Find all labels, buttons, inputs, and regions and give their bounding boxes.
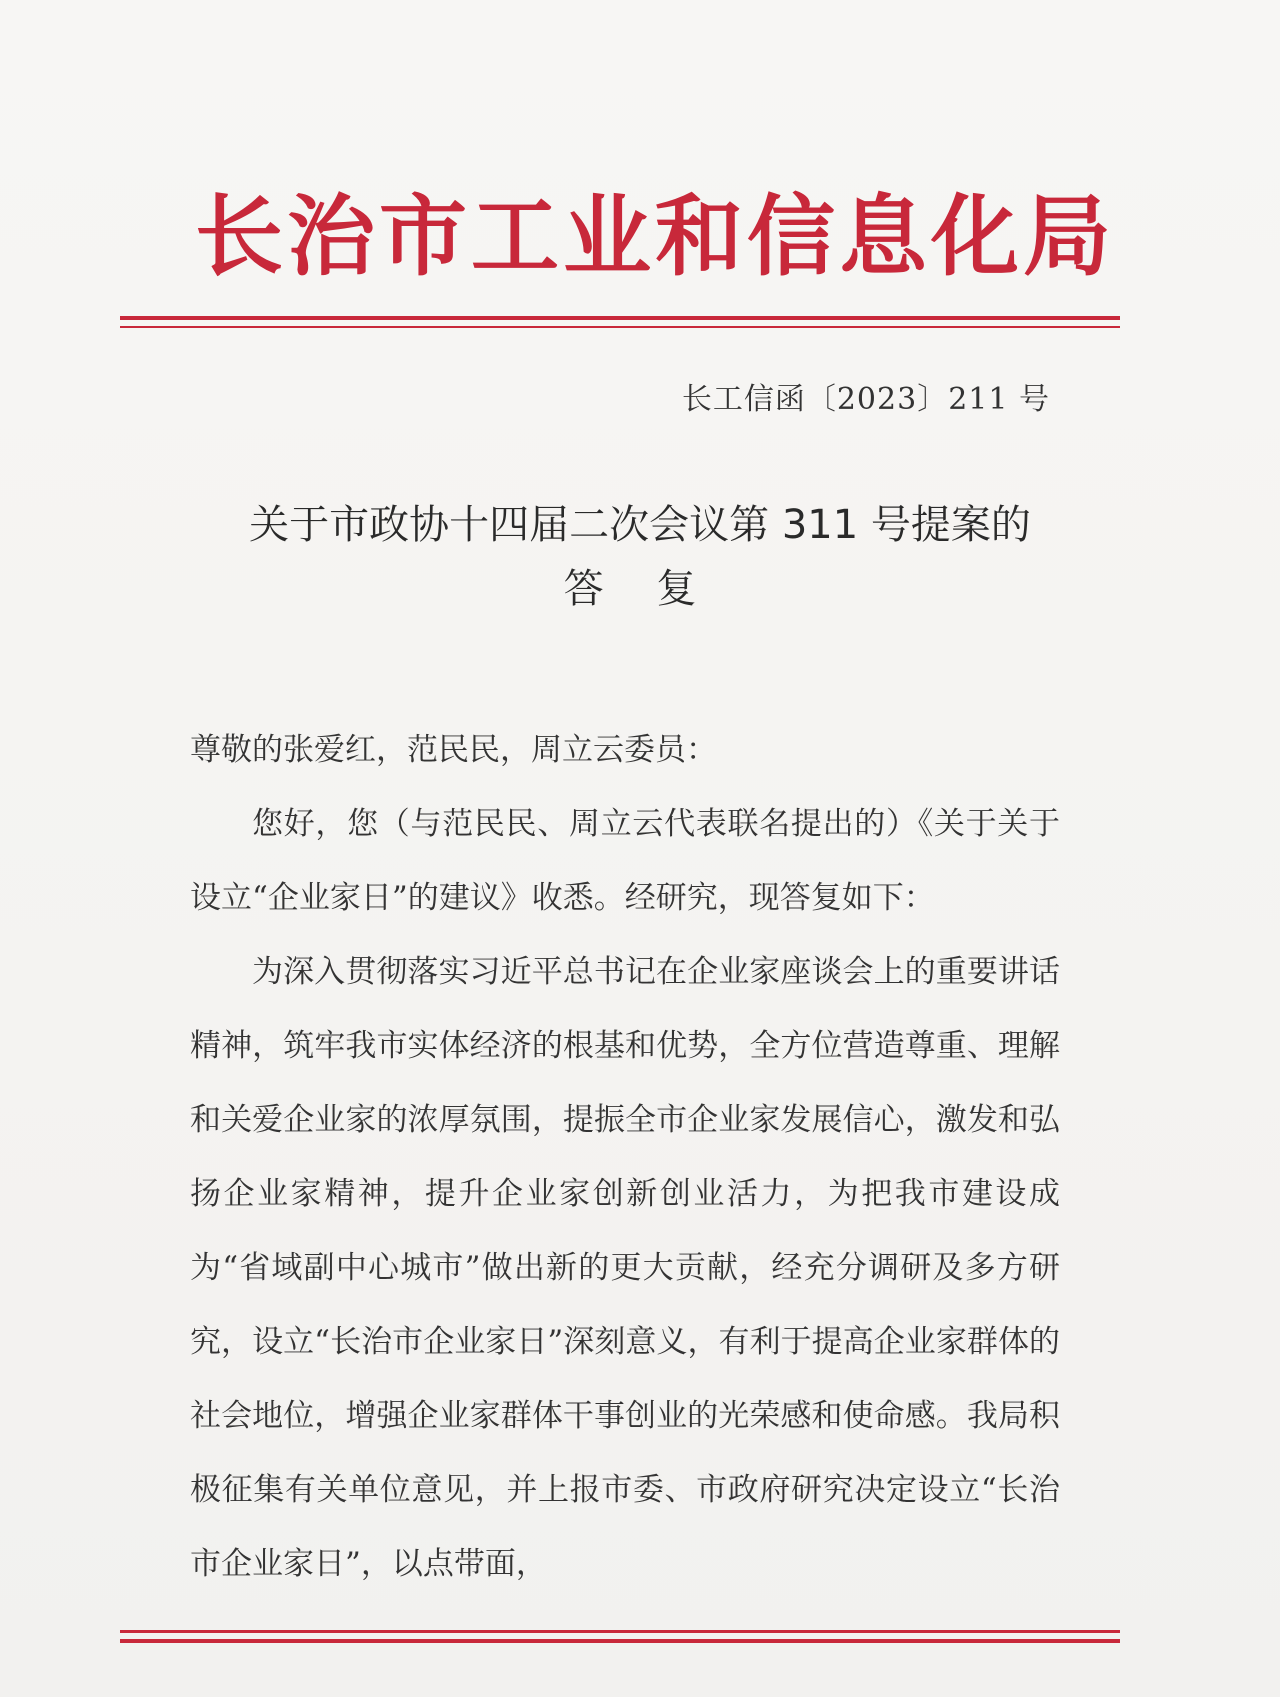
letterhead-rule-thick	[120, 316, 1120, 320]
letter-body	[190, 713, 1060, 1601]
document-title	[150, 493, 1130, 621]
footer-rule-thin	[120, 1630, 1120, 1633]
title-line-1: 关于市政协十四届二次会议第 311 号提案的	[249, 502, 1031, 548]
salutation: 尊敬的张爱红，范民民，周立云委员：	[190, 732, 717, 768]
letterhead-rule-thin	[120, 326, 1120, 328]
paragraph-1: 您好，您（与范民民、周立云代表联名提出的）《关于关于设立“企业家日”的建议》收悉。经研究，现答复如下：	[190, 806, 1060, 916]
paragraph-2: 为深入贯彻落实习近平总书记在企业家座谈会上的重要讲话精神，筑牢我市实体经济的根基和优势，全方位营造尊重、理解和关爱企业家的浓厚氛围，提振全市企业家发展信心，激发和弘扬企业家精神，提升企业家创新创业活力，为把我市建设成为“省域副中心城市”做出新的更大贡献，经充分调研及多方研究，设立“长治市企业家日”深刻意义，有利于提高企业家群体的社会地位，增强企业家群体干事创业的光荣感和使命感。我局积极征集有关单位意见，并上报市委、市政府研究决定设立“长治市企业家日”，以点带面，	[190, 954, 1060, 1582]
document-number: 长工信函〔2023〕211 号	[681, 382, 1050, 417]
title-line-2: 答 复	[563, 566, 717, 612]
footer-rule-thick	[120, 1639, 1120, 1643]
letterhead-org-name: 长治市工业和信息化局	[195, 184, 1116, 288]
